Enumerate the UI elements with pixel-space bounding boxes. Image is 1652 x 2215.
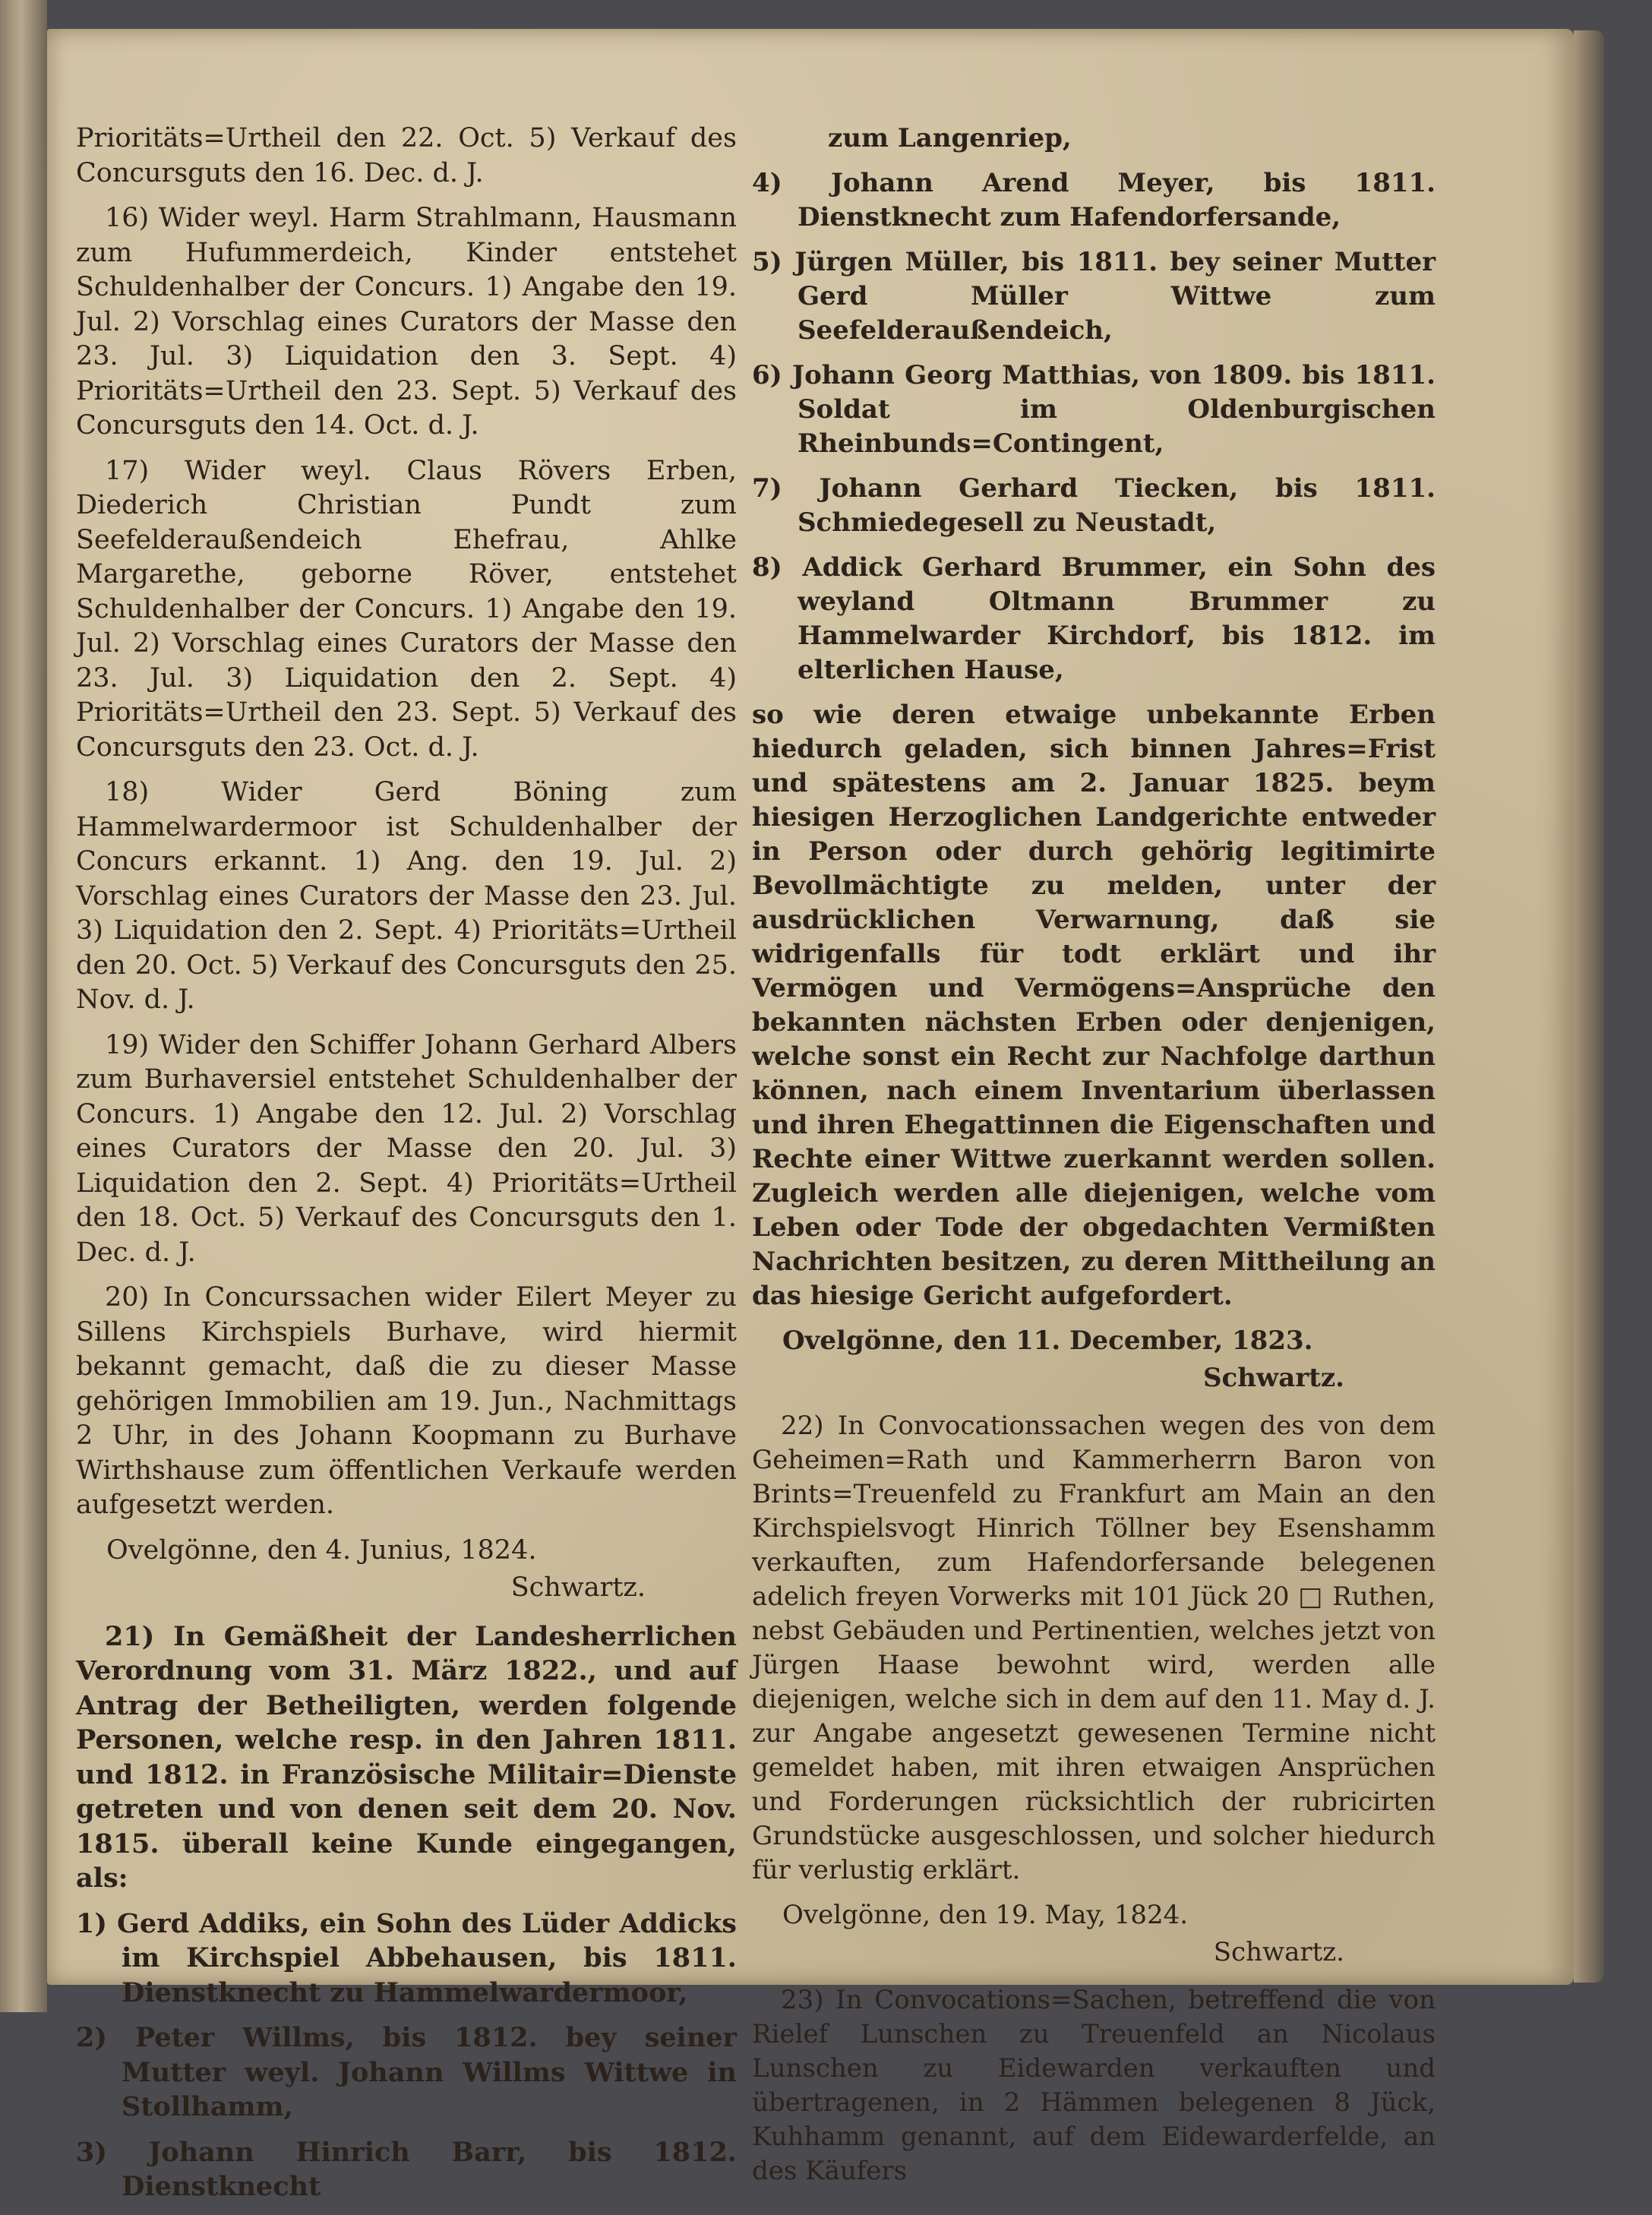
list-item: 4) Johann Arend Meyer, bis 1811. Dienstknecht zum Hafendorfersande,	[752, 168, 1436, 232]
paragraph-20: 20) In Concurssachen wider Eilert Meyer zu Sillens Kirchspiels Burhave, wird hiermit bekannt gemacht, daß die zu dieser Masse gehörigen Immobilien am 19. Jun., Nachmittags 2 Uhr, in des Johann Koopmann zu Burhave Wirthshause zum öffentlichen Verkaufe werden aufgesetzt werden.	[76, 1282, 737, 1520]
paragraph-22: 22) In Convocationssachen wegen des von dem Geheimen=Rath und Kammerherrn Baron von Brints=Treuenfeld zu Frankfurt am Main an den Kirchspielsvogt Hinrich Töllner bey Esenshamm verkauften, zum Hafendorfersande belegenen adelich freyen Vorwerks mit 101 Jück 20 □ Ruthen, nebst Gebäuden und Pertinentien, welches jetzt von Jürgen Haase bewohnt wird, werden alle diejenigen, welche sich in dem auf den 11. May d. J. zur Angabe angesetzt gewesenen Termine nicht gemeldet haben, mit ihren etwaigen Ansprüchen und Forderungen rücksichtlich der rubricirten Grundstücke ausgeschlossen, und solcher hiedurch für verlustig erklärt.	[752, 1411, 1436, 1885]
paragraph-21: 21) In Gemäßheit der Landesherrlichen Verordnung vom 31. März 1822., und auf Antrag der Betheiligten, werden folgende Personen, welche resp. in den Jahren 1811. und 1812. in Französische Militair=Dienste getreten und von denen seit dem 20. Nov. 1815. überall keine Kunde eingegangen, als:	[76, 1620, 737, 1894]
paragraph-19: 19) Wider den Schiffer Johann Gerhard Albers zum Burhaversiel entstehet Schuldenhalber der Concurs. 1) Angabe den 12. Jul. 2) Vorschlag eines Curators der Masse den 20. Jul. 3) Liquidation den 2. Sept. 4) Prioritäts=Urtheil den 18. Oct. 5) Verkauf des Concursguts den 1. Dec. d. J.	[76, 1029, 737, 1268]
left-column	[76, 122, 737, 2215]
paragraph-15-end: Prioritäts=Urtheil den 22. Oct. 5) Verkauf des Concursguts den 16. Dec. d. J.	[76, 123, 737, 188]
list-item-continuation: zum Langenriep,	[828, 123, 1072, 153]
paragraph-17: 17) Wider weyl. Claus Rövers Erben, Diederich Christian Pundt zum Seefelderaußendeich Ehefrau, Ahlke Margarethe, geborne Röver, entstehet Schuldenhalber der Concurs. 1) Angabe den 19. Jul. 2) Vorschlag eines Curators der Masse den 23. Jul. 3) Liquidation den 2. Sept. 4) Prioritäts=Urtheil den 23. Sept. 5) Verkauf des Concursguts den 23. Oct. d. J.	[76, 455, 737, 763]
previous-page-edge	[0, 0, 47, 2012]
list-item: 1) Gerd Addiks, ein Sohn des Lüder Addicks im Kirchspiel Abbehausen, bis 1811. Dienstknecht zu Hammelwardermoor,	[76, 1907, 737, 2008]
list-item: 5) Jürgen Müller, bis 1811. bey seiner Mutter Gerd Müller Wittwe zum Seefelderaußendeich,	[752, 247, 1436, 346]
place-date: Ovelgönne, den 19. May, 1824.	[782, 1900, 1189, 1930]
list-item: 8) Addick Gerhard Brummer, ein Sohn des weyland Oltmann Brummer zu Hammelwarder Kirchdorf, bis 1812. im elterlichen Hause,	[752, 552, 1436, 685]
paragraph-23: 23) In Convocations=Sachen, betreffend die von Rielef Lunschen zu Treuenfeld an Nicolaus Lunschen zu Eidewarden verkauften und übertragenen, in 2 Hämmen belegenen 8 Jück, Kuhhamm genannt, auf dem Eidewarderfelde, an des Käufers	[752, 1985, 1436, 2186]
right-column	[752, 122, 1436, 2199]
place-date: Ovelgönne, den 4. Junius, 1824.	[106, 1534, 537, 1566]
paragraph-18: 18) Wider Gerd Böning zum Hammelwardermoor ist Schuldenhalber der Concurs erkannt. 1) Ang. den 19. Jul. 2) Vorschlag eines Curators der Masse den 23. Jul. 3) Liquidation den 2. Sept. 4) Prioritäts=Urtheil den 20. Oct. 5) Verkauf des Concursguts den 25. Nov. d. J.	[76, 777, 737, 1015]
list-item: 7) Johann Gerhard Tiecken, bis 1811. Schmiedegesell zu Neustadt,	[752, 473, 1436, 538]
signature: Schwartz.	[1202, 1363, 1344, 1393]
place-date: Ovelgönne, den 11. December, 1823.	[782, 1326, 1313, 1356]
paragraph-16: 16) Wider weyl. Harm Strahlmann, Hausmann zum Hufummerdeich, Kinder entstehet Schuldenhalber der Concurs. 1) Angabe den 19. Jul. 2) Vorschlag eines Curators der Masse den 23. Jul. 3) Liquidation den 3. Sept. 4) Prioritäts=Urtheil den 23. Sept. 5) Verkauf des Concursguts den 14. Oct. d. J.	[76, 203, 737, 441]
signature: Schwartz.	[510, 1572, 646, 1603]
signature: Schwartz.	[1213, 1937, 1344, 1967]
list-item: 2) Peter Willms, bis 1812. bey seiner Mutter weyl. Johann Willms Wittwe in Stollhamm,	[76, 2022, 737, 2122]
list-item: 6) Johann Georg Matthias, von 1809. bis 1811. Soldat im Oldenburgischen Rheinbunds=Contingent,	[752, 360, 1436, 459]
page-edge	[1574, 30, 1604, 1983]
list-item: 3) Johann Hinrich Barr, bis 1812. Dienstknecht	[76, 2136, 737, 2202]
paragraph-21-body: so wie deren etwaige unbekannte Erben hiedurch geladen, sich binnen Jahres=Frist und spätestens am 2. Januar 1825. beym hiesigen Herzoglichen Landgerichte entweder in Person oder durch gehörig legitimirte Bevollmächtigte zu melden, unter der ausdrücklichen Verwarnung, daß sie widrigenfalls für todt erklärt und ihr Vermögen und Vermögens=Ansprüche den bekannten nächsten Erben oder denjenigen, welche sonst ein Recht zur Nachfolge darthun können, nach einem Inventarium überlassen und ihren Ehegattinnen die Eigenschaften und Rechte einer Wittwe zuerkannt werden sollen. Zugleich werden alle diejenigen, welche vom Leben oder Tode der obgedachten Vermißten Nachrichten besitzen, zu deren Mittheilung an das hiesige Gericht aufgefordert.	[752, 700, 1436, 1311]
